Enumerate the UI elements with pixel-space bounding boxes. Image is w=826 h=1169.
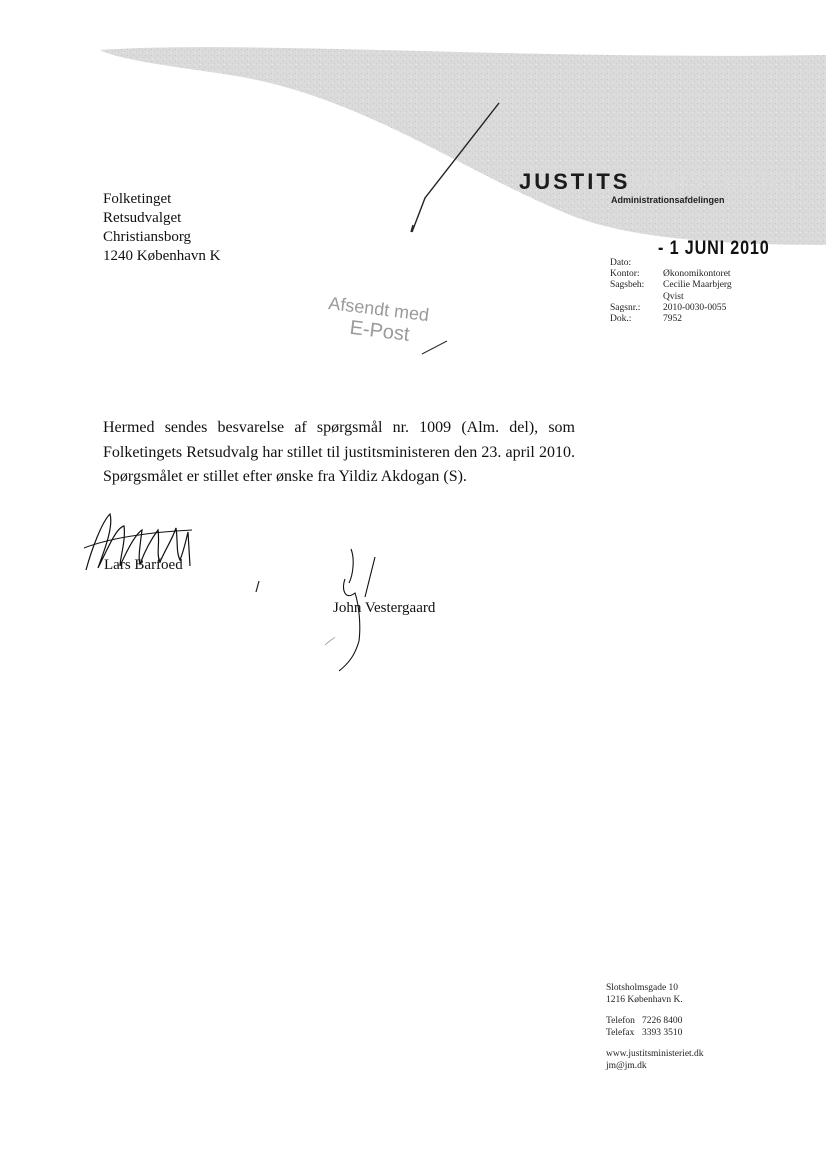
footer-telefax [606, 1028, 704, 1040]
footer-city: 1216 København K. [606, 994, 683, 1005]
meta-value: 7952 [663, 314, 682, 325]
logo-part-justits: JUSTITS [519, 169, 631, 194]
date-stamp: - 1 JUNI 2010 [658, 238, 770, 259]
telefax-value: 3393 3510 [642, 1027, 683, 1038]
meta-label: Sagsnr.: [610, 302, 641, 313]
signer-name: John Vestergaard [333, 600, 436, 616]
signer-name: Lars Barfoed [104, 557, 183, 573]
meta-row-sagsnr [610, 303, 753, 314]
footer-street: Slotsholmsgade 10 [606, 983, 679, 993]
meta-row-dok [610, 314, 753, 325]
recipient-line: 1240 København K [103, 248, 221, 264]
ministry-contact-footer [606, 983, 704, 1072]
meta-label: Kontor: [610, 269, 640, 280]
logo-part-ministeriet: MINISTERIET [630, 169, 803, 194]
telefon-value: 7226 8400 [642, 1016, 683, 1026]
ministry-logo [519, 170, 803, 194]
stray-mark [254, 580, 262, 594]
telefon-label: Telefon [606, 1016, 635, 1026]
meta-row-sagsbeh-cont [610, 292, 753, 303]
case-metadata [610, 258, 753, 325]
recipient-line: Folketinget [103, 191, 172, 207]
recipient-address [103, 190, 220, 266]
department-name: Administrationsafdelingen [611, 195, 725, 205]
meta-row-dato [610, 258, 753, 269]
meta-label: Dok.: [610, 314, 632, 325]
meta-row-kontor [610, 269, 753, 280]
meta-value: 2010-0030-0055 [663, 302, 727, 313]
meta-value: Økonomikontoret [663, 269, 731, 280]
letter-body: Hermed sendes besvarelse af spørgsmål nr. 1009 (Alm. del), som Folketingets Retsudvalg har stillet til justitsministeren den 23. april 2010. Spørgsmålet er stillet efter ønske fra Yildiz Akdogan (S). [103, 419, 575, 485]
footer-telefon [606, 1016, 704, 1028]
meta-label: Sagsbeh: [610, 280, 645, 291]
meta-label: Dato: [610, 258, 632, 268]
footer-website[interactable]: www.justitsministeriet.dk [606, 1049, 704, 1059]
meta-value: Cecilie Maarbjerg [663, 280, 732, 291]
stamp-line: Afsendt med [327, 292, 431, 326]
meta-row-sagsbeh [610, 280, 753, 291]
stamp-line: E-Post [348, 316, 411, 346]
footer-email[interactable]: jm@jm.dk [606, 1060, 647, 1071]
telefax-label: Telefax [606, 1027, 635, 1038]
meta-value: Qvist [663, 291, 684, 302]
stamp-tick-mark [420, 338, 450, 358]
recipient-line: Christiansborg [103, 229, 192, 245]
recipient-line: Retsudvalget [103, 210, 182, 226]
